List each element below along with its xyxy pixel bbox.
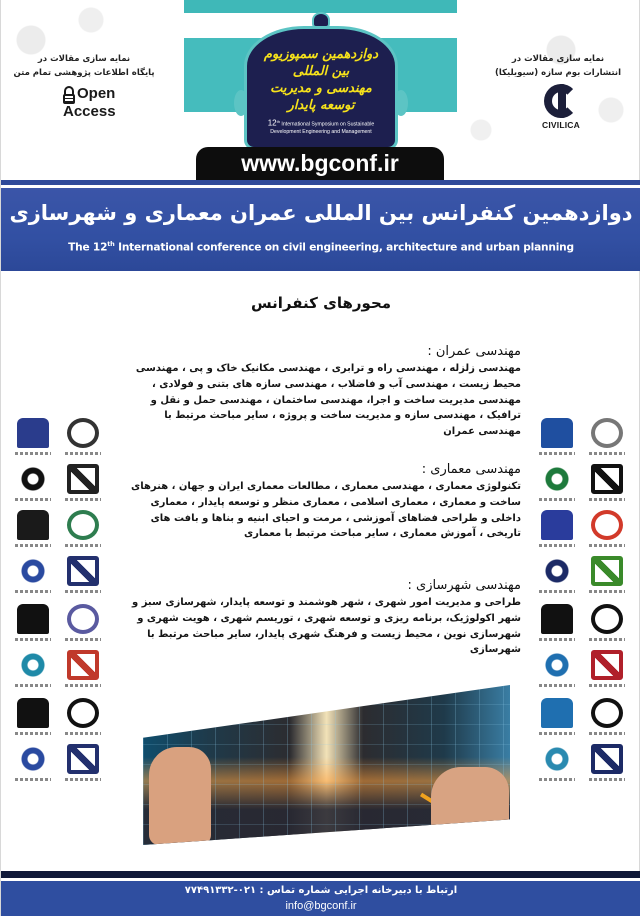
sponsor-caption (15, 684, 51, 687)
sponsor-caption (589, 544, 625, 547)
purple-shield-logo-icon (67, 604, 99, 634)
topic-body: طراحی و مدیریت امور شهری ، شهر هوشمند و توسعه پایدار، شهرسازی سبز و شهر اکولوژیک، برنامه ریزی و توسعه شهری ، توریسم شهری ، هویت شهری و شهرسازی نوین ، محیط زیست و فرهنگ شهری پایدار، سایر مباحث مرتبط با شهرسازی (132, 597, 521, 656)
website-url[interactable]: www.bgconf.ir (196, 147, 444, 180)
sponsor-logo[interactable] (11, 510, 55, 554)
round-seal-logo-icon (541, 556, 573, 586)
civilica-logo[interactable] (526, 84, 596, 130)
sponsor-logo[interactable] (585, 744, 629, 788)
title-band (1, 188, 640, 271)
index-right-line1: نمایه سازی مقالات در (511, 54, 605, 64)
sponsor-caption (15, 638, 51, 641)
sponsor-caption (589, 778, 625, 781)
sponsor-logo[interactable] (61, 464, 105, 508)
civilica-logo-text: CIVILICA (542, 120, 580, 130)
sponsor-logo[interactable] (11, 604, 55, 648)
sponsor-logo[interactable] (585, 604, 629, 648)
sponsor-caption (589, 732, 625, 735)
azad-university-logo-icon (17, 556, 49, 586)
sponsor-logo[interactable] (61, 698, 105, 742)
sponsor-caption (539, 732, 575, 735)
sponsor-caption (15, 590, 51, 593)
conference-title-english (1, 236, 640, 256)
blue-waves-logo-icon (541, 418, 573, 448)
topic-title: مهندسی معماری : (421, 462, 521, 477)
topic-title: مهندسی عمران : (427, 344, 521, 359)
sponsor-logo[interactable] (61, 604, 105, 648)
index-left-block (9, 52, 159, 80)
red-green-emblem-logo-icon (67, 650, 99, 680)
sponsor-caption (539, 544, 575, 547)
conference-title-persian: دوازدهمین کنفرانس بین المللی عمران معماری و شهرسازی (9, 201, 633, 225)
sponsor-caption (65, 498, 101, 501)
footer-email-link[interactable]: info@bgconf.ir (285, 900, 357, 912)
emblem-en-line1: International Symposium on Sustainable (281, 121, 375, 128)
footer-contact-phone: ارتباط با دبیرخانه اجرایی شماره تماس : ۰۲۱-۷۷۴۹۱۳۳۲ (184, 885, 458, 896)
emblem-en-line2: Development Engineering and Management (270, 128, 372, 135)
university-logo-blue-arches-icon (17, 418, 49, 448)
sponsor-caption (589, 498, 625, 501)
title-en-sup: th (107, 240, 115, 248)
sponsor-logo[interactable] (61, 418, 105, 462)
sponsor-caption (15, 498, 51, 501)
topic-architecture (121, 461, 521, 542)
sponsor-caption (589, 590, 625, 593)
blue-knot-logo-icon (541, 510, 573, 540)
sponsor-caption (539, 498, 575, 501)
topic-civil-engineering (121, 343, 521, 440)
sponsor-caption (539, 638, 575, 641)
tree-circle-logo-icon (591, 418, 623, 448)
sponsor-logo[interactable] (61, 650, 105, 694)
emblem-ordinal: 12 (267, 118, 277, 128)
calligraphy-logo-icon (67, 698, 99, 728)
hero-image-city-blueprint (143, 685, 510, 845)
blue-arch-logo-icon (67, 556, 99, 586)
red-gray-diamond-logo-icon (591, 510, 623, 540)
topic-title: مهندسی شهرسازی : (407, 578, 521, 593)
hand-right (431, 767, 509, 837)
sponsor-logo[interactable] (585, 418, 629, 462)
green-geometric-logo-icon (67, 510, 99, 540)
section-heading-topics: محورهای کنفرانس (250, 294, 392, 312)
dome-logo-icon (67, 464, 99, 494)
arch-building-logo-icon (591, 604, 623, 634)
index-right-line2: انتشارات بوم سازه (سیویلیکا) (494, 68, 622, 78)
sponsor-logo[interactable] (535, 510, 579, 554)
blue-gear-logo-icon (541, 650, 573, 680)
black-flower-frame-logo-icon (17, 698, 49, 728)
sponsor-caption (589, 684, 625, 687)
open-access-logo-line1: Open (77, 85, 116, 102)
civilica-c-icon (541, 84, 581, 118)
emblem-title-line2: مهندسی و مدیریت توسعه پایدار (270, 81, 372, 113)
sponsor-caption (15, 544, 51, 547)
index-right-block (483, 52, 633, 80)
star-pattern-logo-icon (67, 418, 99, 448)
sponsor-logo[interactable] (11, 650, 55, 694)
topic-body: تکنولوژی معماری ، مهندسی معماری ، مطالعات معماری ایران و جهان ، هنرهای ساخت و معماری ، معماری اسلامی ، معماری منظر و توسعه پایدار ، معماری داخلی و طراحی فضاهای آموزشی ، مرمت و احیای ابنیه و بناها و بافت های تاریخی ، آموزش معماری ، سایر مباحث مرتبط با معماری (131, 481, 521, 540)
index-left-line1: نمایه سازی مقالات در (37, 54, 131, 64)
open-access-logo-line2: Access (63, 103, 116, 120)
footer-divider-dark (1, 871, 640, 878)
iran-norway-shield-logo-icon (591, 650, 623, 680)
sponsor-logo[interactable] (585, 510, 629, 554)
hand-left (149, 747, 211, 845)
topic-body: مهندسی زلزله ، مهندسی راه و ترابری ، مهندسی مکانیک خاک و پی ، مهندسی محیط زیست ، مهندسی آب و فاضلاب ، مهندسی سازه های بتنی و فولادی ، مهندسی مدیریت ساخت و اجرا، مهندسی ساختمان ، مهندسی حمل و نقل و ترافیک ، مهندسی سازه و مدیریت ساخت و پروژه ، سایر مباحث مرتبط با مهندسی عمران (135, 363, 521, 438)
sponsor-caption (589, 452, 625, 455)
sponsor-caption (65, 732, 101, 735)
sponsor-logo[interactable] (61, 510, 105, 554)
sponsor-logo[interactable] (535, 604, 579, 648)
black-geometric-logo-icon (591, 464, 623, 494)
sponsor-caption (539, 778, 575, 781)
sponsor-caption (65, 452, 101, 455)
sponsor-caption (539, 684, 575, 687)
sponsor-caption (539, 452, 575, 455)
sponsor-logo[interactable] (535, 556, 579, 600)
topic-urban-planning (121, 577, 521, 658)
sponsor-caption (65, 778, 101, 781)
footer (1, 881, 640, 916)
sponsor-caption (589, 638, 625, 641)
open-access-logo[interactable] (61, 84, 123, 124)
title-en-prefix: The 12 (68, 241, 108, 254)
open-access-lock-icon (63, 86, 75, 104)
emblem-title-english (250, 118, 392, 136)
sponsor-caption (65, 684, 101, 687)
sponsor-logos-left (5, 418, 115, 793)
sponsor-logo[interactable] (11, 464, 55, 508)
sponsor-logo[interactable] (61, 556, 105, 600)
columns-building-logo-icon (67, 744, 99, 774)
atom-circle-logo-icon (541, 744, 573, 774)
black-star-rosette-logo-icon (17, 604, 49, 634)
framed-text-logo-icon (591, 744, 623, 774)
sponsor-caption (65, 590, 101, 593)
sponsor-caption (15, 778, 51, 781)
sponsor-logo[interactable] (535, 464, 579, 508)
sponsor-caption (15, 452, 51, 455)
jahad-seal-logo-icon (591, 698, 623, 728)
title-en-suffix: International conference on civil engineering, architecture and urban planning (114, 241, 574, 254)
letter-a-logo-icon (541, 604, 573, 634)
teal-book-hand-logo-icon (17, 650, 49, 680)
sponsor-logos-right (529, 418, 639, 793)
sponsor-logo[interactable] (11, 418, 55, 462)
sponsor-logo[interactable] (11, 556, 55, 600)
sponsor-logo[interactable] (585, 650, 629, 694)
sponsor-logo[interactable] (585, 698, 629, 742)
sponsor-logo[interactable] (585, 556, 629, 600)
sponsor-logo[interactable] (11, 744, 55, 788)
emblem-title-persian (256, 46, 386, 114)
university-logo-black-knot-icon (17, 464, 49, 494)
sponsor-caption (65, 638, 101, 641)
sponsor-logo[interactable] (535, 744, 579, 788)
sponsor-logo[interactable] (535, 650, 579, 694)
emblem-title-line1: دوازدهمین سمپوزیوم بین المللی (263, 47, 379, 79)
sponsor-logo[interactable] (585, 464, 629, 508)
sponsor-caption (539, 590, 575, 593)
sponsor-logo[interactable] (61, 744, 105, 788)
sponsor-logo[interactable] (11, 698, 55, 742)
sponsor-logo[interactable] (535, 698, 579, 742)
globe-lines-logo-icon (17, 744, 49, 774)
sponsor-caption (65, 544, 101, 547)
shahid-university-logo-icon (17, 510, 49, 540)
emblem-ordinal-suffix: th (276, 119, 280, 124)
sponsor-logo[interactable] (535, 418, 579, 462)
index-left-line2: پایگاه اطلاعات پژوهشی تمام متن (13, 68, 155, 78)
sponsor-caption (15, 732, 51, 735)
green-calligraphy-logo-icon (541, 464, 573, 494)
blue-wings-logo-icon (541, 698, 573, 728)
green-tree-logo-icon (591, 556, 623, 586)
